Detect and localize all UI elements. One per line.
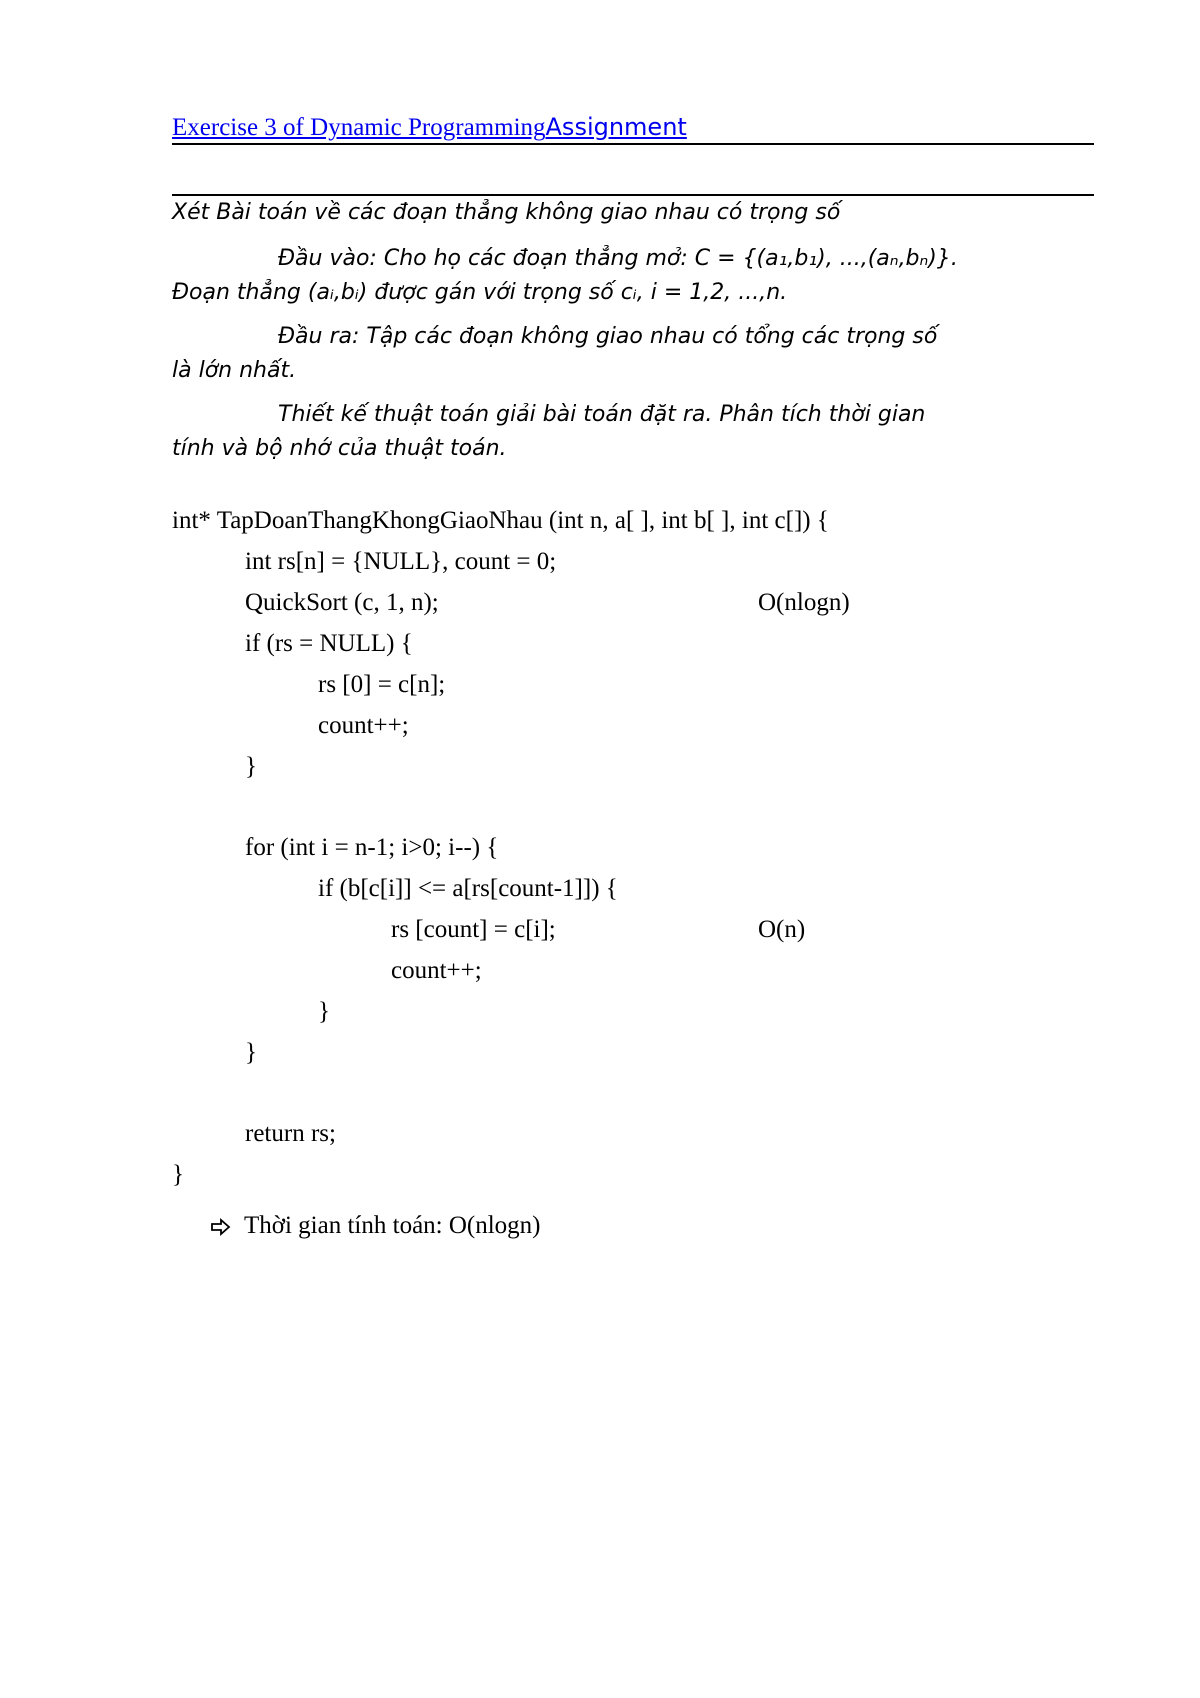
code-line-13: } (245, 1039, 257, 1066)
output-line-2: là lớn nhất. (172, 358, 297, 383)
conclusion-text: Thời gian tính toán: O(nlogn) (244, 1212, 541, 1239)
code-line-14: return rs; (245, 1120, 336, 1147)
title-part-1: Exercise 3 of Dynamic Programming (172, 114, 546, 141)
problem-statement (172, 196, 1072, 230)
complexity-loop: O(n) (758, 916, 806, 943)
title-rule (172, 143, 1094, 145)
input-line-2: Đoạn thẳng (aᵢ,bᵢ) được gán với trọng số cᵢ, i = 1,2, ...,n. (172, 280, 788, 305)
title-part-2: Assignment (545, 113, 687, 141)
complexity-sort: O(nlogn) (758, 589, 850, 616)
task-line-1: Thiết kế thuật toán giải bài toán đặt ra. Phân tích thời gian (278, 402, 926, 427)
code-line-7: } (245, 753, 257, 780)
code-line-4: if (rs = NULL) { (245, 630, 413, 657)
document-title[interactable] (172, 113, 687, 142)
problem-heading: Xét Bài toán về các đoạn thẳng không giao nhau có trọng số (172, 200, 841, 225)
code-line-2: int rs[n] = {NULL}, count = 0; (245, 548, 557, 575)
problem-input (172, 242, 1072, 310)
code-line-1: int* TapDoanThangKhongGiaoNhau (int n, a[ ], int b[ ], int c[]) { (172, 507, 829, 534)
code-line-9: if (b[c[i]] <= a[rs[count-1]]) { (318, 875, 618, 902)
code-line-8: for (int i = n-1; i>0; i--) { (245, 834, 499, 861)
code-line-10: rs [count] = c[i]; (391, 916, 556, 943)
code-line-15: } (172, 1161, 184, 1188)
conclusion (210, 1212, 541, 1240)
input-line-1: Đầu vào: Cho họ các đoạn thẳng mở: C = {(a₁,b₁), ...,(aₙ,bₙ)}. (278, 246, 958, 271)
problem-task (172, 398, 1072, 466)
task-line-2: tính và bộ nhớ của thuật toán. (172, 436, 507, 461)
arrow-right-outline-icon (210, 1216, 232, 1236)
code-line-6: count++; (318, 712, 409, 739)
output-line-1: Đầu ra: Tập các đoạn không giao nhau có tổng các trọng số (278, 324, 938, 349)
code-line-5: rs [0] = c[n]; (318, 671, 446, 698)
code-line-11: count++; (391, 957, 482, 984)
code-line-3: QuickSort (c, 1, n); (245, 589, 439, 616)
problem-output (172, 320, 1072, 388)
code-line-12: } (318, 998, 330, 1025)
